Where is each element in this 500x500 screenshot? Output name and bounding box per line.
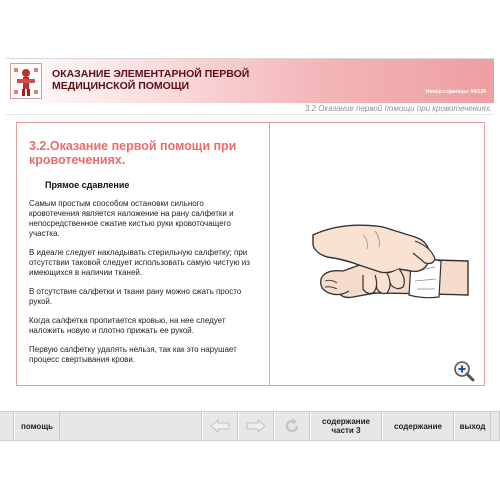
part-contents-line1: содержание	[322, 417, 370, 426]
breadcrumb: 3.2.Оказание первой помощи при кровотечениях.	[304, 104, 492, 113]
paragraph: Когда салфетка пропитается кровью, на нее следует наложить новую и плотно прижать ее рукой.	[29, 316, 226, 335]
arrow-right-icon	[245, 418, 267, 434]
course-logo-icon	[10, 63, 42, 99]
panel-divider	[269, 123, 270, 385]
forward-button[interactable]	[238, 412, 274, 440]
hand-pressure-illustration	[303, 201, 473, 305]
contents-button[interactable]: содержание	[382, 412, 454, 440]
bottom-toolbar	[0, 411, 500, 441]
part-contents-button[interactable]	[310, 412, 382, 440]
arrow-left-icon	[209, 418, 231, 434]
course-title	[52, 68, 292, 92]
back-button[interactable]	[202, 412, 238, 440]
part-contents-label	[322, 417, 370, 435]
toolbar-spacer	[60, 412, 202, 440]
subheading: Прямое сдавление	[45, 180, 130, 190]
refresh-button[interactable]	[274, 412, 310, 440]
refresh-icon	[283, 417, 301, 435]
header-bar	[6, 58, 494, 103]
body-text	[29, 199, 254, 374]
exit-button[interactable]: выход	[454, 412, 491, 440]
page-number: Номер страницы: 94/139	[425, 89, 486, 95]
course-title-line2: МЕДИЦИНСКОЙ ПОМОЩИ	[52, 80, 190, 92]
breadcrumb-divider	[6, 114, 494, 115]
course-title-line1: ОКАЗАНИЕ ЭЛЕМЕНТАРНОЙ ПЕРВОЙ	[52, 68, 250, 80]
paragraph: В идеале следует накладывать стерильную салфетку; при отсутствии таковой следует использовать самую чистую из имеющихся в наличии тканей.	[29, 248, 250, 277]
paragraph: В отсутствие салфетки и ткани рану можно сжать просто рукой.	[29, 287, 242, 306]
section-title: 3.2.Оказание первой помощи при кровотечениях.	[29, 139, 237, 167]
help-button[interactable]: помощь	[14, 412, 60, 440]
toolbar-spacer	[491, 412, 500, 440]
part-contents-line2: части 3	[331, 426, 361, 435]
paragraph: Первую салфетку удалять нельзя, так как это нарушает процесс свертывания крови.	[29, 345, 237, 364]
content-panel	[16, 122, 485, 386]
paragraph: Самым простым способом остановки сильного кровотечения является наложение на рану салфетки и непосредственное сжатие кистью руки кровоточащего участка.	[29, 199, 234, 238]
toolbar-spacer	[0, 412, 14, 440]
zoom-in-icon[interactable]	[453, 360, 475, 382]
